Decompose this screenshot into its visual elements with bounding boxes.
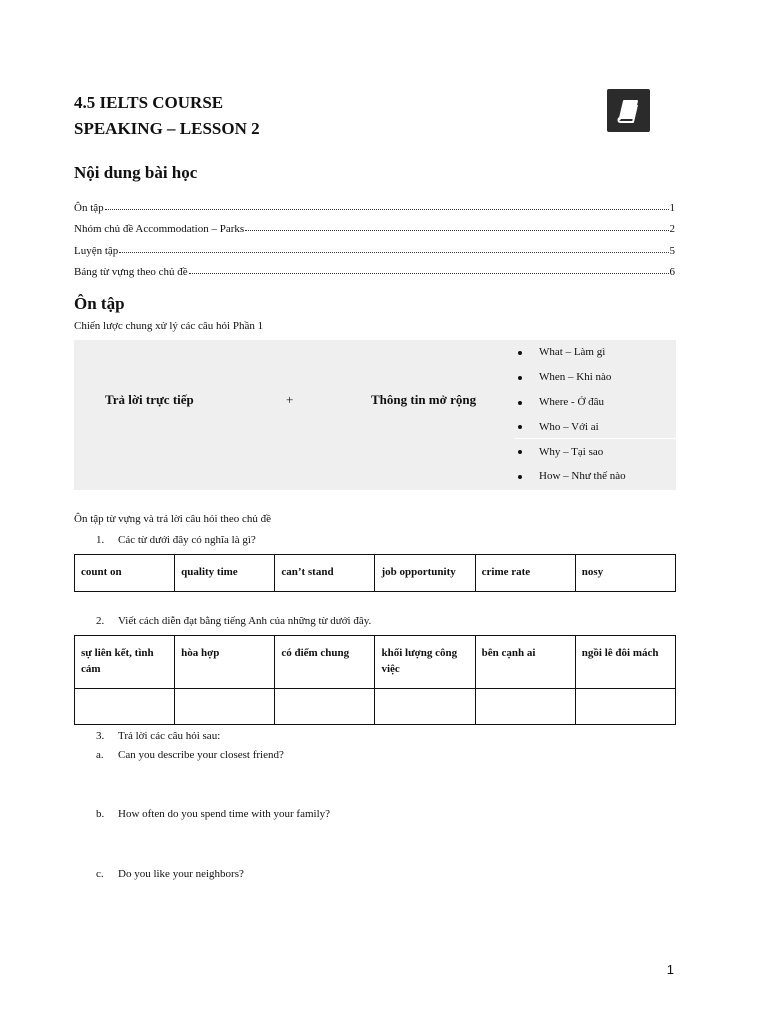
toc-dot-leader <box>105 209 669 210</box>
table-cell: ngồi lê đôi mách <box>575 636 675 689</box>
table-cell: job opportunity <box>375 555 475 592</box>
strategy-intro: Chiến lược chung xử lý các câu hỏi Phần 1 <box>74 320 264 332</box>
extended-info-label: Thông tin mở rộng <box>371 392 477 407</box>
toc-entry-page: 2 <box>669 223 675 235</box>
question-1 <box>96 534 256 546</box>
question-text: Các từ dưới đây có nghĩa là gì? <box>118 534 256 546</box>
wh-question-list <box>514 340 676 489</box>
table-cell: quality time <box>175 555 275 592</box>
answer-cell[interactable] <box>75 689 175 725</box>
question-3a <box>96 749 284 761</box>
question-text: Can you describe your closest friend? <box>118 749 284 761</box>
strategy-box <box>74 340 676 490</box>
table-cell: hòa hợp <box>175 636 275 689</box>
table-row <box>75 636 676 689</box>
question-letter: b. <box>96 808 105 820</box>
table-cell: count on <box>75 555 175 592</box>
course-title <box>74 90 260 142</box>
question-number: 1. <box>96 534 105 546</box>
table-cell: sự liên kết, tình cảm <box>75 636 175 689</box>
answer-cell[interactable] <box>475 689 575 725</box>
table-cell: khối lượng công việc <box>375 636 475 689</box>
question-text: How often do you spend time with your family? <box>118 808 331 820</box>
toc-dot-leader <box>119 252 668 253</box>
toc-entry[interactable] <box>74 257 675 279</box>
toc-entry[interactable] <box>74 235 675 257</box>
table-of-contents <box>74 192 675 278</box>
list-item: Why – Tại sao <box>514 439 676 464</box>
vocab-table-1 <box>74 554 676 592</box>
question-letter: c. <box>96 868 104 880</box>
table-cell: bên cạnh ai <box>475 636 575 689</box>
vocab-table-2 <box>74 635 676 725</box>
answer-cell[interactable] <box>175 689 275 725</box>
list-item: How – Như thế nào <box>514 464 676 489</box>
toc-entry[interactable] <box>74 192 675 214</box>
toc-entry-title: Bảng từ vựng theo chủ đề <box>74 266 188 278</box>
question-number: 3. <box>96 730 105 742</box>
toc-heading: Nội dung bài học <box>74 163 198 182</box>
question-3b <box>96 808 330 820</box>
table-cell: có điểm chung <box>275 636 375 689</box>
toc-entry-page: 1 <box>669 201 675 214</box>
answer-cell[interactable] <box>275 689 375 725</box>
question-text: Trả lời các câu hỏi sau: <box>118 730 221 742</box>
toc-entry-title: Luyện tập <box>74 244 119 257</box>
table-cell: crime rate <box>475 555 575 592</box>
list-item: Where - Ở đâu <box>514 390 676 415</box>
question-3 <box>96 730 220 742</box>
plus-sign: + <box>286 392 294 407</box>
toc-entry[interactable] <box>74 214 675 236</box>
book-icon <box>607 89 650 132</box>
list-item: When – Khi nào <box>514 365 676 390</box>
course-title-line2: SPEAKING – LESSON 2 <box>74 119 260 138</box>
page-number: 1 <box>666 962 674 977</box>
table-row <box>75 689 676 725</box>
question-text: Do you like your neighbors? <box>118 868 244 880</box>
toc-dot-leader <box>189 273 669 274</box>
question-text: Viết cách diễn đạt bằng tiếng Anh của những từ dưới đây. <box>118 615 372 627</box>
vocab-intro: Ôn tập từ vựng và trả lời câu hỏi theo chủ đề <box>74 513 272 525</box>
answer-cell[interactable] <box>375 689 475 725</box>
toc-entry-page: 6 <box>669 266 675 278</box>
list-divider <box>514 438 676 439</box>
list-item: What – Làm gì <box>514 340 676 365</box>
table-cell: can’t stand <box>275 555 375 592</box>
course-title-line1: 4.5 IELTS COURSE <box>74 93 224 112</box>
question-letter: a. <box>96 749 104 761</box>
toc-entry-title: Ôn tập <box>74 201 104 214</box>
question-number: 2. <box>96 615 105 627</box>
list-item: Who – Với ai <box>514 414 676 439</box>
answer-cell[interactable] <box>575 689 675 725</box>
table-row <box>75 555 676 592</box>
question-3c <box>96 868 244 880</box>
toc-dot-leader <box>245 230 668 231</box>
toc-entry-title: Nhóm chủ đề Accommodation – Parks <box>74 223 245 235</box>
direct-answer-label: Trả lời trực tiếp <box>105 392 194 407</box>
table-cell: nosy <box>575 555 675 592</box>
toc-entry-page: 5 <box>669 244 675 257</box>
review-heading: Ôn tập <box>74 294 125 313</box>
question-2 <box>96 615 371 627</box>
